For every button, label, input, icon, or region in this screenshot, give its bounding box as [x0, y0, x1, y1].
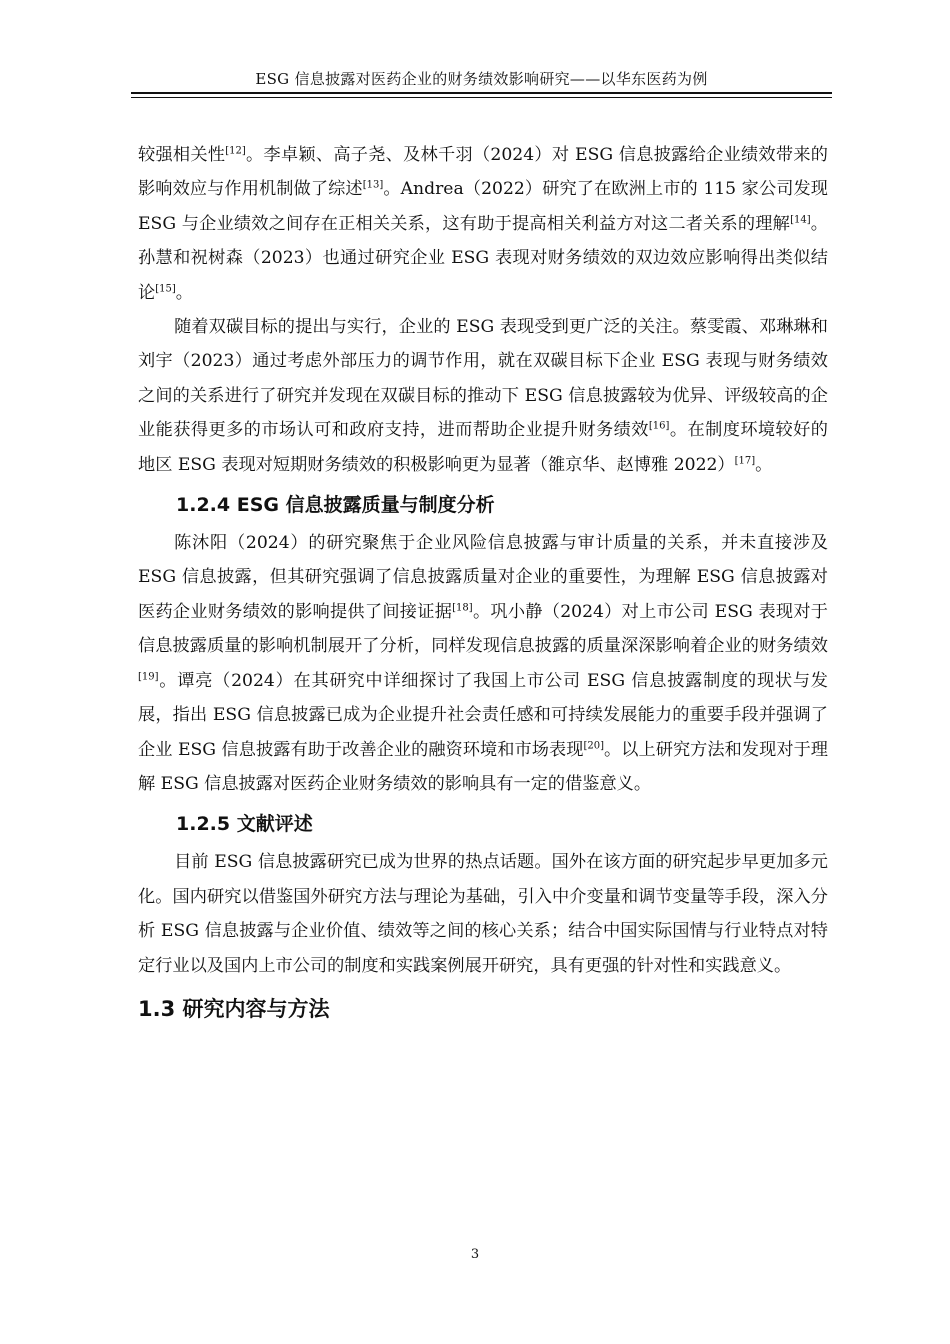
citation-ref: [13] [362, 179, 384, 191]
paragraph-text: 。Andrea（2022）研究了在欧洲上市的 115 家公司发现 ESG 与企业绩效之间存在正相关关系，这有助于提高相关利益方对这二者关系的理解 [138, 179, 828, 234]
header-rule-thick [131, 92, 832, 94]
citation-ref: [20] [583, 739, 604, 751]
citation-ref: [19] [138, 670, 159, 682]
paragraph-text: 。谭亮（2024）在其研究中详细探讨了我国上市公司 ESG 信息披露制度的现状与发展，指出 ESG 信息披露已成为企业提升社会责任感和可持续发展能力的重要手段并强调了企业 ESG 信息披露有助于改善企业的融资环境和市场表现 [138, 670, 828, 760]
citation-ref: [15] [155, 282, 176, 294]
heading-1-2-4: 1.2.4 ESG 信息披露质量与制度分析 [176, 494, 495, 517]
page-body [138, 138, 828, 1027]
citation-ref: [18] [452, 602, 473, 614]
paragraph-text: 。以上研究方法和发现对于理解 ESG 信息披露对医药企业财务绩效的影响具有一定的借鉴意义。 [138, 739, 828, 794]
paragraph-text: 随着双碳目标的提出与实行，企业的 ESG 表现受到更广泛的关注。蔡雯霞、邓琳琳和刘宇（2023）通过考虑外部压力的调节作用，就在双碳目标下企业 ESG 表现与财务绩效之间的关系进行了研究并发现在双碳目标的推动下 ESG 信息披露较为优异、评级较高的企业能获得更多的市场认可和政府支持，进而帮助企业提升财务绩效 [138, 317, 828, 441]
citation-ref: [14] [790, 214, 811, 226]
paragraph-text: 较强相关性 [138, 145, 226, 165]
paragraph-text: 。在制度环境较好的地区 ESG 表现对短期财务绩效的积极影响更为显著（雒京华、赵博雅 2022） [138, 420, 828, 475]
paragraph-text: 。李卓颖、高子尧、及林千羽（2024）对 ESG 信息披露给企业绩效带来的影响效应与作用机制做了综述 [138, 145, 828, 200]
header-rule-thin [131, 97, 832, 98]
page-number: 3 [470, 1247, 480, 1262]
citation-ref: [17] [734, 454, 756, 466]
paragraph-text: 。孙慧和祝树森（2023）也通过研究企业 ESG 表现对财务绩效的双边效应影响得出类似结论 [138, 213, 828, 303]
paragraph-text: 。 [175, 282, 193, 303]
running-header: ESG 信息披露对医药企业的财务绩效影响研究——以华东医药为例 [255, 70, 708, 88]
heading-1-2-5: 1.2.5 文献评述 [176, 813, 313, 836]
paragraph-text: 陈沐阳（2024）的研究聚焦于企业风险信息披露与审计质量的关系，并未直接涉及 ESG 信息披露，但其研究强调了信息披露质量对企业的重要性，为理解 ESG 信息披露对医药企业财务绩效的影响提供了间接证据 [138, 533, 828, 622]
citation-ref: [12] [225, 145, 246, 157]
paragraph-correlation-review [138, 138, 828, 310]
paragraph-dual-carbon [138, 310, 828, 482]
paragraph-literature-review: 目前 ESG 信息披露研究已成为世界的热点话题。国外在该方面的研究起步早更加多元化。国内研究以借鉴国外研究方法与理论为基础，引入中介变量和调节变量等手段，深入分析 ESG 信息披露与企业价值、绩效等之间的核心关系；结合中国实际国情与行业特点对特定行业以及国内上市公司的制度和实践案例展开研究，具有更强的针对性和实践意义。 [138, 852, 828, 976]
heading-1-3: 1.3 研究内容与方法 [138, 996, 330, 1021]
citation-ref: [16] [648, 420, 670, 432]
paragraph-text: 。 [755, 454, 773, 475]
paragraph-text: 。巩小静（2024）对上市公司 ESG 表现对于信息披露质量的影响机制展开了分析，同样发现信息披露的质量深深影响着企业的财务绩效 [138, 601, 828, 657]
paragraph-disclosure-quality [138, 526, 828, 801]
